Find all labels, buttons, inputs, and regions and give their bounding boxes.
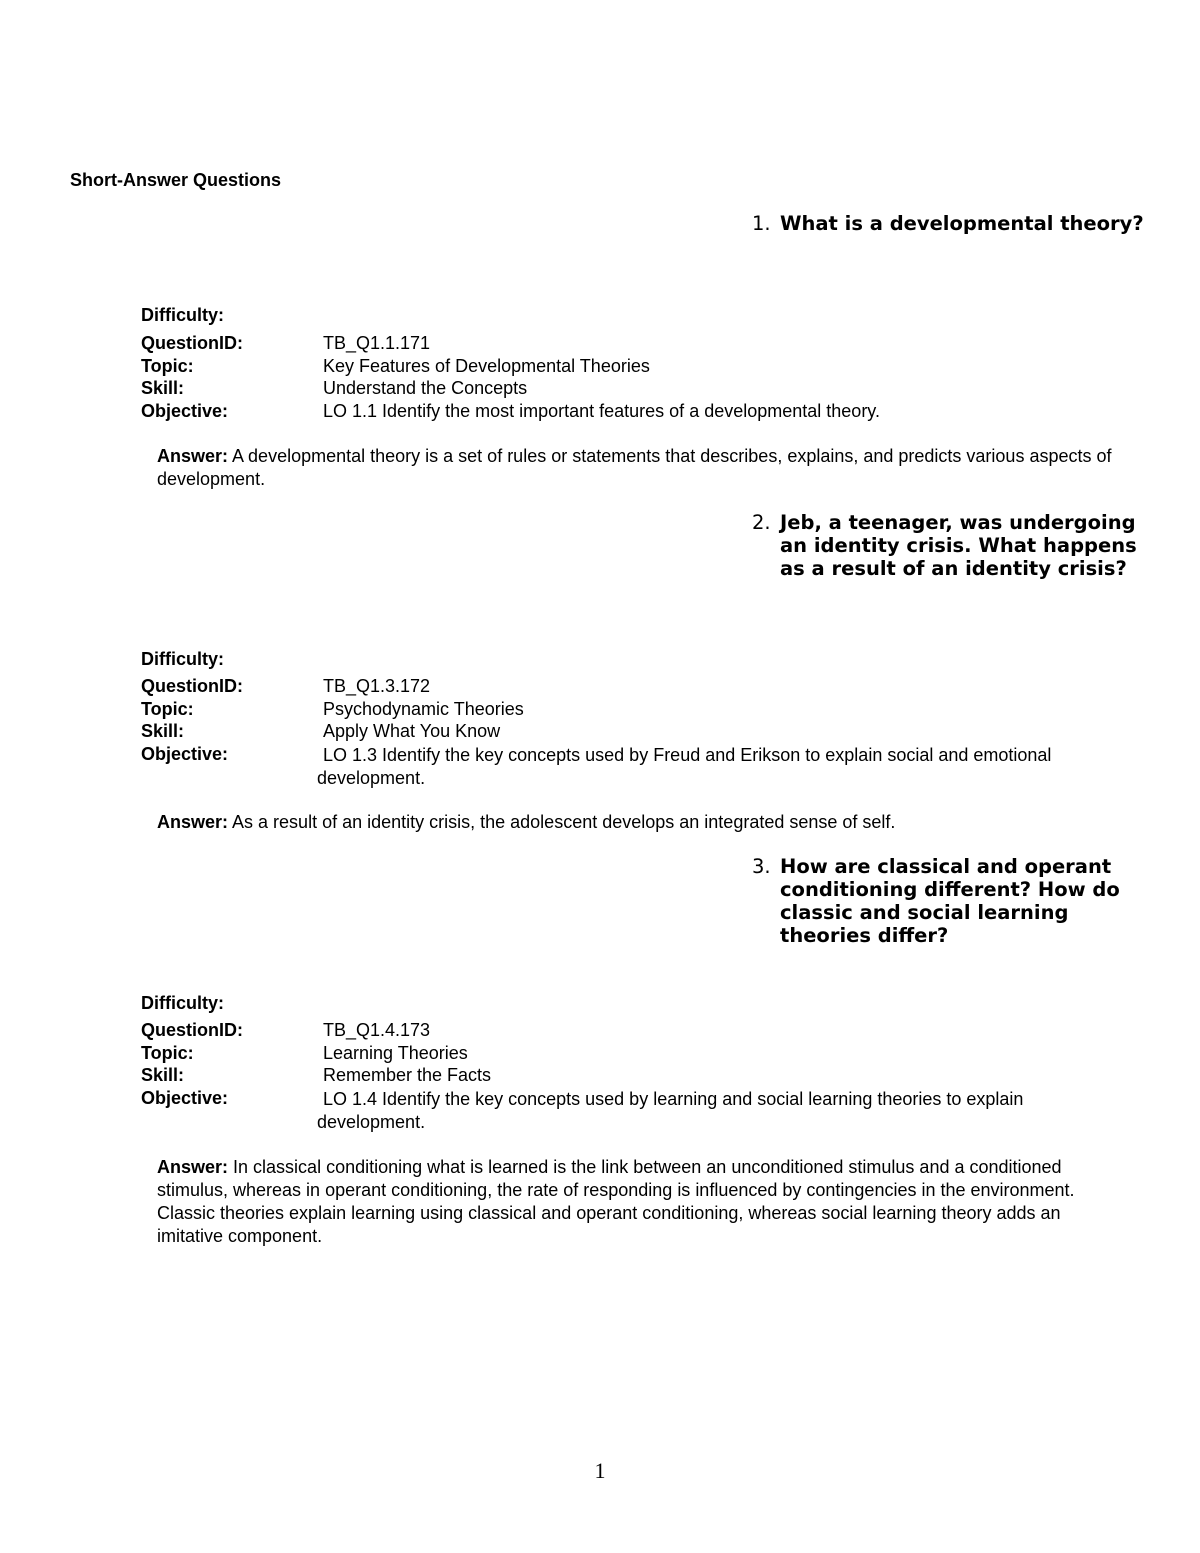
objective-value: LO 1.3 Identify the key concepts used by Freud and Erikson to explain social and emotional development. bbox=[317, 745, 1052, 788]
question-number: 1. bbox=[752, 212, 771, 235]
skill-label: Skill: bbox=[141, 1065, 185, 1085]
question-id-value: TB_Q1.4.173 bbox=[323, 1020, 431, 1040]
skill-label: Skill: bbox=[141, 378, 185, 398]
question-text: How are classical and operant conditioning different? How do classic and social learning theories differ? bbox=[780, 855, 1120, 947]
skill-value: Remember the Facts bbox=[323, 1065, 492, 1085]
objective-label: Objective: bbox=[141, 744, 229, 764]
objective-label: Objective: bbox=[141, 1088, 229, 1108]
topic-value: Key Features of Developmental Theories bbox=[323, 356, 650, 376]
question-id-label: QuestionID: bbox=[141, 676, 243, 696]
difficulty-label: Difficulty: bbox=[141, 305, 224, 325]
answer-text: A developmental theory is a set of rules or statements that describes, explains, and predicts various aspects of development. bbox=[157, 446, 1112, 489]
answer-text: As a result of an identity crisis, the adolescent develops an integrated sense of self. bbox=[232, 812, 896, 832]
question-id-value: TB_Q1.3.172 bbox=[323, 676, 431, 696]
objective-value: LO 1.1 Identify the most important features of a developmental theory. bbox=[323, 401, 880, 421]
skill-value: Apply What You Know bbox=[323, 721, 501, 741]
answer-label: Answer: bbox=[157, 1157, 229, 1177]
topic-value: Learning Theories bbox=[323, 1043, 468, 1063]
skill-value: Understand the Concepts bbox=[323, 378, 528, 398]
objective-value: LO 1.4 Identify the key concepts used by learning and social learning theories to explain development. bbox=[317, 1089, 1024, 1132]
question-1 bbox=[752, 212, 1152, 235]
answer-text: In classical conditioning what is learned is the link between an unconditioned stimulus and a conditioned stimulus, whereas in operant conditioning, the rate of responding is influenced by contingencies in the environment. Classic theories explain learning using classical and operant conditioning, whereas social learning theory adds an imitative component. bbox=[157, 1157, 1075, 1246]
question-id-label: QuestionID: bbox=[141, 1020, 243, 1040]
topic-label: Topic: bbox=[141, 1043, 194, 1063]
question-text: Jeb, a teenager, was undergoing an identity crisis. What happens as a result of an identity crisis? bbox=[780, 511, 1137, 580]
answer-label: Answer: bbox=[157, 446, 229, 466]
question-3 bbox=[752, 855, 1152, 947]
page-number: 1 bbox=[594, 1458, 606, 1483]
question-number: 3. bbox=[752, 855, 771, 878]
question-2-answer bbox=[157, 811, 1112, 834]
objective-label: Objective: bbox=[141, 401, 229, 421]
question-1-answer bbox=[157, 445, 1112, 491]
answer-label: Answer: bbox=[157, 812, 229, 832]
question-number: 2. bbox=[752, 511, 771, 534]
topic-label: Topic: bbox=[141, 699, 194, 719]
difficulty-label: Difficulty: bbox=[141, 649, 224, 669]
question-text: What is a developmental theory? bbox=[780, 212, 1144, 235]
topic-value: Psychodynamic Theories bbox=[323, 699, 524, 719]
question-id-value: TB_Q1.1.171 bbox=[323, 333, 431, 353]
skill-label: Skill: bbox=[141, 721, 185, 741]
section-heading: Short-Answer Questions bbox=[70, 170, 282, 190]
question-id-label: QuestionID: bbox=[141, 333, 243, 353]
difficulty-label: Difficulty: bbox=[141, 993, 224, 1013]
question-2 bbox=[752, 511, 1152, 580]
topic-label: Topic: bbox=[141, 356, 194, 376]
question-3-answer bbox=[157, 1156, 1112, 1248]
